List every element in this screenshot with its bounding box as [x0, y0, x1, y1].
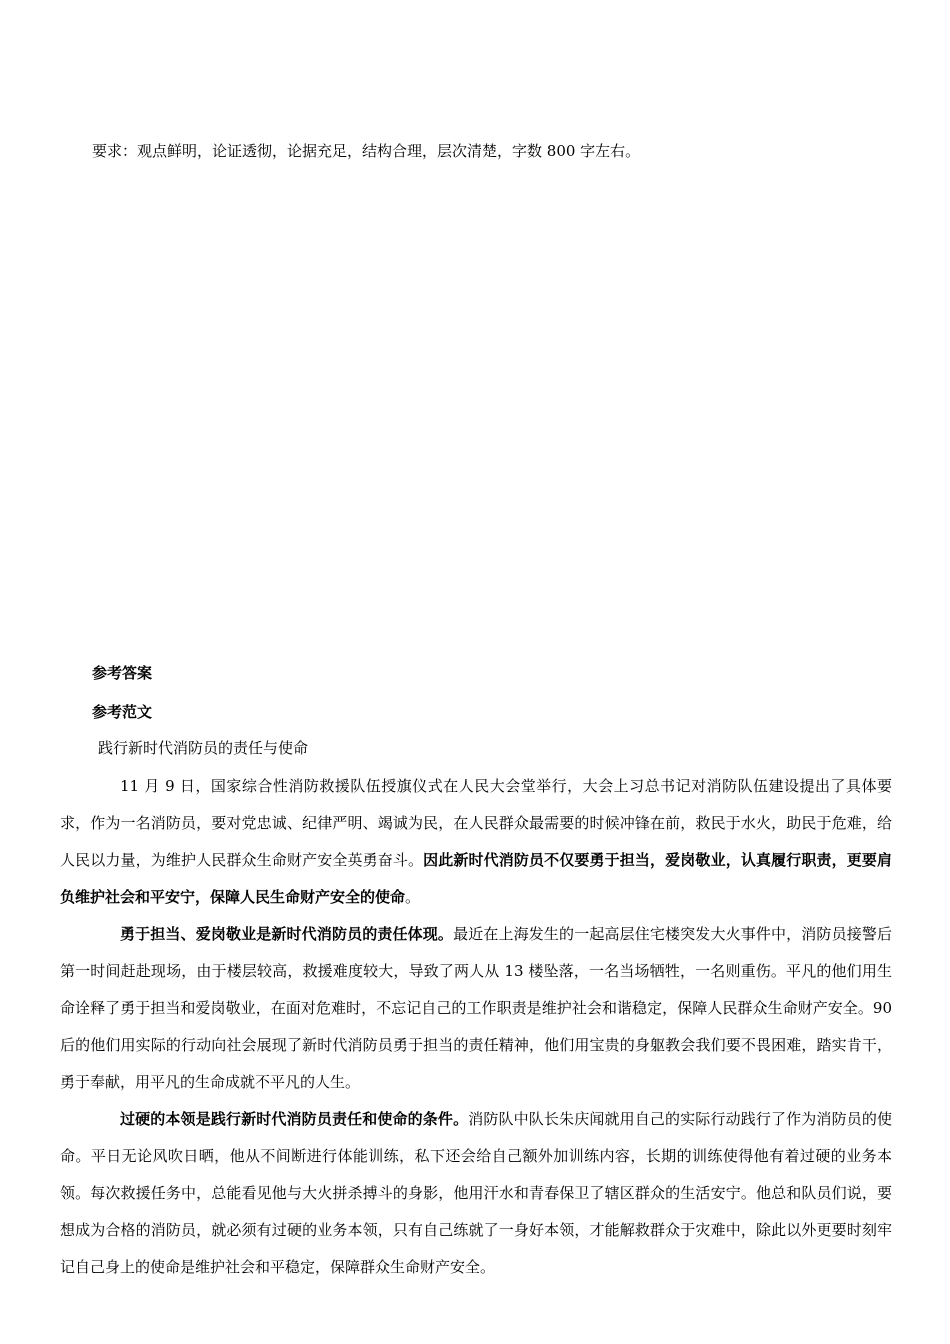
sample-essay-heading: 参考范文: [92, 703, 153, 721]
paragraph-end-punct: 。: [405, 888, 421, 906]
reference-answer-heading: 参考答案: [92, 664, 153, 682]
paragraph-topic-sentence: 过硬的本领是践行新时代消防员责任和使命的条件。: [120, 1110, 469, 1128]
essay-paragraph-1: [60, 768, 892, 916]
essay-title: 践行新时代消防员的责任与使命: [98, 739, 309, 757]
paragraph-topic-sentence: 勇于担当、爱岗敬业是新时代消防员的责任体现。: [120, 925, 454, 943]
paragraph-text: 最近在上海发生的一起高层住宅楼突发大火事件中，消防员接警后第一时间赶赴现场，由于楼层较高，救援难度较大，导致了两人从 13 楼坠落，一名当场牺牲，一名则重伤。平凡的他们用生命诠释了勇于担当和爱岗敬业，在面对危难时，不忘记自己的工作职责是维护社会和谐稳定，保障人民群众生命财产安全。90 后的他们用实际的行动向社会展现了新时代消防员勇于担当的责任精神，他们用宝贵的身躯教会我们要不畏困难，踏实肯干，勇于奉献，用平凡的生命成就不平凡的人生。: [60, 925, 892, 1091]
essay-requirement: 要求：观点鲜明，论证透彻，论据充足，结构合理，层次清楚，字数 800 字左右。: [92, 142, 641, 160]
paragraph-text: 11 月 9 日，国家综合性消防救援队伍授旗仪式在人民大会堂举行，大会上习总书记对消防队伍建设提出了具体要求，作为一名消防员，要对党忠诚、纪律严明、竭诚为民，在人民群众最需要的时候冲锋在前，救民于水火，助民于危难，给人民以力量，为维护人民群众生命财产安全英勇奋斗。: [60, 777, 892, 869]
paragraph-text: 消防队中队长朱庆闻就用自己的实际行动践行了作为消防员的使命。平日无论风吹日晒，他从不间断进行体能训练，私下还会给自己额外加训练内容，长期的训练使得他有着过硬的业务本领。每次救援任务中，总能看见他与大火拼杀搏斗的身影，他用汗水和青春保卫了辖区群众的生活安宁。他总和队员们说，要想成为合格的消防员，就必须有过硬的业务本领，只有自己练就了一身好本领，才能解救群众于灾难中，除此以外更要时刻牢记自己身上的使命是维护社会和平稳定，保障群众生命财产安全。: [60, 1110, 892, 1276]
paragraph-thesis: 因此新时代消防员不仅要勇于担当，爱岗敬业，认真履行职责，更要肩负维护社会和平安宁，保障人民生命财产安全的使命: [60, 851, 892, 906]
essay-paragraph-3: [60, 1101, 892, 1286]
essay-paragraph-2: [60, 916, 892, 1101]
